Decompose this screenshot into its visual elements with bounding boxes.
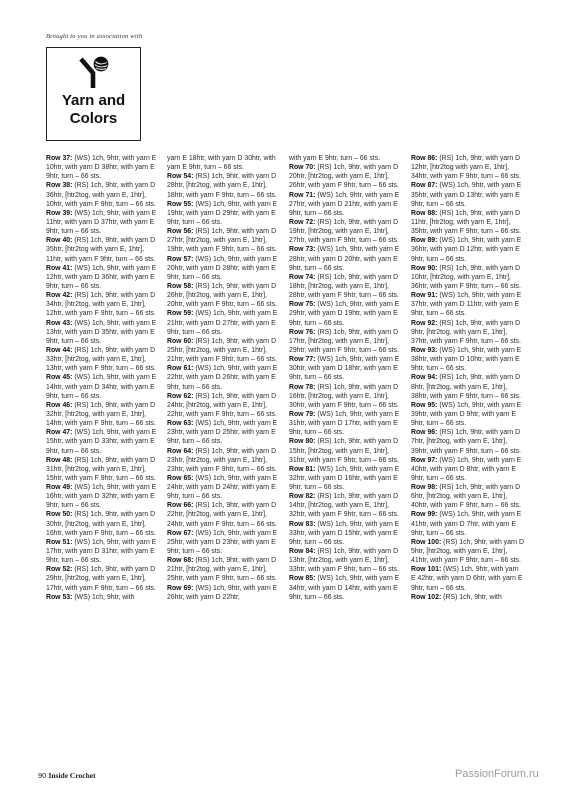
pattern-row (46, 428, 159, 455)
row-text: (WS) 1ch, 9htr, with yarn E 22htr, with yarn D 26htr, with yarn E 9htr, turn – 66 sts. (167, 365, 278, 391)
watermark: PassionForum.ru (455, 768, 539, 780)
row-label: Row 48: (46, 456, 73, 464)
pattern-row (46, 291, 159, 318)
row-label: Row 86: (411, 155, 438, 162)
row-text: (WS) 1ch, 9htr, with (72, 593, 135, 601)
row-text: (WS) 1ch, 9htr, with yarn E 26htr, with yarn D 22htr, (167, 584, 278, 601)
pattern-row (289, 328, 402, 355)
pattern-row (411, 264, 524, 291)
row-text: (WS) 1ch, 9htr, with yarn E 33htr, with yarn D 15htr, with yarn E 9htr, turn – 66 sts. (289, 520, 400, 546)
pattern-row (167, 154, 280, 172)
pattern-row (46, 209, 159, 236)
yarn-ball-logo-icon (77, 56, 111, 90)
pattern-row (411, 346, 524, 373)
row-label: Row 62: (167, 392, 194, 400)
row-label: Row 58: (167, 282, 194, 290)
row-label: Row 78: (289, 383, 316, 391)
row-text: (RS) 1ch, 9htr, with yarn D 30htr, [htr2tog, with yarn E, 1htr], 16htr, with yarn F 9htr, turn – 66 sts. (46, 511, 156, 537)
page-number: 90 (38, 771, 47, 780)
row-label: Row 98: (411, 484, 438, 492)
row-text: (WS) 1ch, 9htr, with yarn E 41htr, with yarn D 7htr, with yarn E 9htr, turn – 66 sts. (411, 511, 522, 537)
row-text: (WS) 1ch, 9htr, with yarn E 32htr, with yarn D 16htr, with yarn E 9htr, turn – 66 sts. (289, 465, 400, 492)
row-text: (RS) 1ch, 9htr, with yarn D 25htr, [htr2tog, with yarn E, 1htr], 21htr, with yarn F 9htr, turn – 66 sts. (167, 337, 277, 364)
row-text: (RS) 1ch, 9htr, with yarn D 35htr, [htr2tog with yarn E, 1htr], 11htr, with yarn F 9htr, turn – 66 sts. (46, 237, 156, 263)
row-text: (RS) 1ch, 9htr, with yarn D 36htr, [htr2tog, with yarn E, 1htr], 10htr, with yarn F 9htr, turn – 66 sts. (46, 182, 156, 208)
row-label: Row 45: (46, 374, 73, 382)
row-label: Row 52: (46, 566, 73, 574)
row-text: (WS) 1ch, 9htr, with yarn E 28htr, with yarn D 20htr, with yarn E 9htr, turn – 66 sts. (289, 246, 400, 272)
pattern-row (46, 319, 159, 346)
row-text: (WS) 1ch, 9htr, with yarn E 12htr, with yarn D 36htr, with yarn E 9htr, turn – 66 sts. (46, 264, 157, 290)
row-label: Row 51: (46, 538, 73, 546)
row-label: Row 53: (46, 593, 73, 601)
pattern-row (46, 456, 159, 483)
row-label: Row 90: (411, 264, 438, 272)
pattern-row (289, 245, 402, 272)
row-text: (WS) 1ch, 9htr, with yarn E 37htr, with yarn D 11htr, with yarn E 9htr, turn – 66 sts. (411, 292, 522, 318)
row-text: (WS) 1ch, 9htr, with yarn E 39htr, with yarn D 9htr, with yarn E 9htr, turn – 66 sts. (411, 401, 522, 428)
row-text: (RS) 1ch, 9htr, with yarn D 15htr, [htr2tog, with yarn E, 1htr], 31htr, with yarn F 9htr, turn – 66 sts. (289, 438, 399, 464)
row-label: Row 97: (411, 456, 438, 464)
row-label: Row 73: (289, 246, 316, 254)
row-text: (RS) 1ch, 9htr, with yarn D 14htr, [htr2tog, with yarn E, 1htr], 32htr, with yarn F 9htr, turn – 66 sts. (289, 493, 399, 519)
logo-text-line2: Colors (69, 110, 118, 127)
row-text: (WS) 1ch, 9htr, with yarn E 24htr, with yarn D 24htr, with yarn E 9htr, turn – 66 sts. (167, 474, 278, 501)
pattern-row (167, 364, 280, 391)
row-label: Row 40: (46, 237, 73, 245)
pattern-row (289, 410, 402, 437)
row-label: Row 61: (167, 365, 194, 373)
pattern-row (289, 154, 402, 163)
row-label: Row 91: (411, 292, 438, 300)
row-label: Row 88: (411, 209, 438, 217)
row-text: (RS) 1ch, 9htr, with yarn D 34htr, [htr2tog, with yarn E, 1htr], 12htr, with yarn F 9htr, turn – 66 sts. (46, 292, 156, 318)
row-text: (RS) 1ch, 9htr, with (441, 593, 502, 601)
row-label: Row 38: (46, 182, 73, 190)
row-label: Row 42: (46, 292, 73, 300)
pattern-row (167, 309, 280, 336)
row-label: Row 101: (411, 566, 442, 574)
row-label: Row 68: (167, 557, 194, 565)
row-label: Row 100: (411, 538, 442, 546)
row-text: with yarn E 9htr, turn – 66 sts. (289, 155, 381, 162)
row-text: (RS) 1ch, 9htr, with yarn D 26htr, [htr2tog, with yarn E, 1htr], 20htr, with yarn F 9htr, turn – 66 sts. (167, 282, 277, 309)
pattern-row (167, 227, 280, 254)
row-label: Row 87: (411, 182, 438, 190)
row-text: (RS) 1ch, 9htr, with yarn D 27htr, [htr2tog, with yarn E, 1htr], 19htr, with yarn F 9htr, turn – 66 sts. (167, 228, 277, 254)
row-text: (RS) 1ch, 9htr, with yarn D 21htr, [htr2tog, with yarn E, 1htr], 25htr, with yarn F 9htr, turn – 66 sts. (167, 557, 277, 583)
pattern-row (411, 401, 524, 428)
row-label: Row 66: (167, 502, 194, 510)
pattern-row (46, 264, 159, 291)
row-text: (RS) 1ch, 9htr, with yarn D 16htr, [htr2tog, with yarn E, 1htr], 30htr, with yarn F 9htr, turn – 66 sts. (289, 383, 399, 409)
row-text: (WS) 1ch, 9htr, with yarn E 14htr, with yarn D 34htr, with yarn E 9htr, turn – 66 sts. (46, 374, 157, 400)
row-label: Row 102: (411, 593, 442, 601)
pattern-row (289, 218, 402, 245)
pattern-row (289, 355, 402, 382)
row-label: Row 47: (46, 429, 73, 437)
pattern-row (411, 456, 524, 483)
row-label: Row 69: (167, 584, 194, 592)
pattern-row (46, 565, 159, 592)
row-label: Row 63: (167, 420, 194, 428)
row-label: Row 84: (289, 548, 316, 556)
row-label: Row 92: (411, 319, 438, 327)
row-label: Row 41: (46, 264, 73, 272)
pattern-row (289, 273, 402, 300)
pattern-row (167, 474, 280, 501)
row-text: (RS) 1ch, 9htr, with yarn D 7htr, [htr2tog, with yarn E, 1htr], 39htr, with yarn F 9htr, turn – 66 sts. (411, 429, 521, 455)
row-label: Row 93: (411, 346, 438, 354)
row-text: (WS) 1ch, 9htr, with yarn E 19htr, with yarn D 29htr, with yarn E 9htr, turn – 66 sts. (167, 200, 278, 226)
logo-text-line1: Yarn and (61, 92, 126, 109)
pattern-row (46, 181, 159, 208)
pattern-row (46, 538, 159, 565)
row-text: yarn E 18htr, with yarn D 30htr, with yarn E 9htr, turn – 66 sts. (167, 155, 276, 172)
row-label: Row 50: (46, 511, 73, 519)
row-label: Row 82: (289, 493, 316, 501)
row-label: Row 49: (46, 484, 73, 492)
row-text: (WS) 1ch, 9htr, with yarn E 25htr, with yarn D 23htr, with yarn E 9htr, turn – 66 sts. (167, 529, 278, 556)
row-text: (WS) 1ch, 9htr, with yarn E 11htr, with yarn D 37htr, with yarn E 9htr, turn – 66 sts. (46, 209, 157, 236)
pattern-row (167, 255, 280, 282)
row-label: Row 95: (411, 401, 438, 409)
row-text: (RS) 1ch, 9htr, with yarn D 32htr, [htr2tog, with yarn E, 1htr], 14htr, with yarn F 9htr, turn – 66 sts. (46, 401, 156, 428)
row-label: Row 89: (411, 237, 438, 245)
row-text: (RS) 1ch, 9htr, with yarn D 22htr, [htr2tog, with yarn E, 1htr], 24htr, with yarn F 9htr, turn – 66 sts. (167, 502, 277, 528)
page-footer (38, 771, 96, 780)
pattern-row (46, 373, 159, 400)
magazine-title: Inside Crochet (48, 771, 96, 780)
pattern-row (167, 392, 280, 419)
row-label: Row 54: (167, 173, 194, 181)
row-label: Row 76: (289, 328, 316, 336)
row-text: (WS) 1ch, 9htr, with yarn E 23htr, with yarn D 25htr, with yarn E 9htr, turn – 66 sts. (167, 420, 278, 446)
pattern-row (411, 538, 524, 565)
row-text: (RS) 1ch, 9htr, with yarn D 13htr, [htr2tog, with yarn E, 1htr], 33htr, with yarn F 9htr, turn – 66 sts. (289, 548, 399, 574)
row-text: (RS) 1ch, 9htr, with yarn D 12htr, [htr2tog with yarn E, 1htr], 34htr, with yarn F 9htr, turn – 66 sts. (411, 155, 521, 181)
row-text: (RS) 1ch, 9htr, with yarn D 18htr, [htr2tog, with yarn E, 1htr], 28htr, with yarn F 9htr, turn – 66 sts. (289, 273, 399, 300)
row-label: Row 75: (289, 301, 316, 309)
row-label: Row 57: (167, 255, 194, 263)
row-text: (WS) 1ch, 9htr, with yarn E 34htr, with yarn D 14htr, with yarn E 9htr, turn – 66 sts. (289, 575, 400, 601)
pattern-row (411, 209, 524, 236)
pattern-row (289, 547, 402, 574)
row-label: Row 56: (167, 228, 194, 236)
row-label: Row 81: (289, 465, 316, 473)
pattern-row (167, 172, 280, 199)
row-text: (RS) 1ch, 9htr, with yarn D 9htr, [htr2tog, with yarn E, 1htr], 37htr, with yarn F 9htr, turn – 66 sts. (411, 319, 521, 345)
row-text: (WS) 1ch, 9htr, with yarn E 30htr, with yarn D 18htr, with yarn E 9htr, turn – 66 sts. (289, 356, 400, 382)
row-text: (RS) 1ch, 9htr, with yarn D 28htr, [htr2tog, with yarn E, 1htr], 18htr, with yarn F 9htr, turn – 66 sts. (167, 173, 277, 199)
row-text: (WS) 1ch, 9htr, with yarn E 38htr, with yarn D 10htr, with yarn E 9htr, turn – 66 sts. (411, 346, 522, 373)
pattern-row (289, 574, 402, 601)
pattern-row (167, 501, 280, 528)
row-text: (WS) 1ch, 9htr, with yarn E 20htr, with yarn D 28htr, with yarn E 9htr, turn – 66 sts. (167, 255, 278, 281)
pattern-row (46, 154, 159, 181)
pattern-row (167, 419, 280, 446)
pattern-row (167, 337, 280, 364)
pattern-row (46, 593, 159, 602)
row-text: (RS) 1ch, 9htr, with yarn D 6htr, [htr2tog, with yarn E, 1htr], 40htr, with yarn F 9htr, turn – 66 sts. (411, 484, 521, 510)
row-label: Row 59: (167, 310, 194, 318)
row-label: Row 44: (46, 346, 73, 354)
pattern-row (289, 465, 402, 492)
pattern-row (46, 510, 159, 537)
row-label: Row 39: (46, 209, 73, 217)
row-label: Row 77: (289, 356, 316, 364)
row-text: (RS) 1ch, 9htr, with yarn D 19htr, [htr2tog, with yarn E, 1htr], 27htr, with yarn F 9htr, turn – 66 sts. (289, 218, 399, 245)
pattern-row (167, 282, 280, 309)
row-label: Row 55: (167, 200, 194, 208)
row-label: Row 79: (289, 410, 316, 418)
pattern-row (411, 373, 524, 400)
row-text: (RS) 1ch, 9htr, with yarn D 5htr, [htr2tog, with yarn E, 1htr], 41htr, with yarn F 9htr, turn – 66 sts. (411, 538, 524, 565)
row-text: (RS) 1ch, 9htr, with yarn D 23htr, [htr2tog, with yarn E, 1htr], 23htr, with yarn F 9htr, turn – 66 sts. (167, 447, 277, 473)
row-text: (RS) 1ch, 9htr, with yarn D 31htr, [htr2tog, with yarn E, 1htr], 15htr, with yarn F 9htr, turn – 66 sts. (46, 456, 156, 482)
row-label: Row 65: (167, 474, 194, 482)
row-label: Row 67: (167, 529, 194, 537)
row-text: (RS) 1ch, 9htr, with yarn D 8htr, [htr2tog, with yarn E, 1htr], 38htr, with yarn F 9htr, turn – 66 sts. (411, 374, 521, 400)
row-label: Row 96: (411, 429, 438, 437)
row-label: Row 99: (411, 511, 438, 519)
row-label: Row 64: (167, 447, 194, 455)
pattern-row (167, 529, 280, 556)
pattern-row (46, 346, 159, 373)
row-text: (WS) 1ch, 9htr, with yarn E 36htr, with yarn D 12htr, with yarn E 9htr, turn – 66 sts. (411, 237, 522, 263)
pattern-row (289, 492, 402, 519)
row-label: Row 70: (289, 164, 316, 172)
pattern-row (167, 447, 280, 474)
brought-caption: Brought to you in association with (46, 33, 143, 40)
row-label: Row 43: (46, 319, 73, 327)
row-label: Row 71: (289, 191, 316, 199)
row-text: (WS) 1ch, 9htr, with yarn E 10htr, with yarn D 38htr, with yarn E 9htr, turn – 66 sts. (46, 155, 157, 181)
row-label: Row 80: (289, 438, 316, 446)
row-text: (WS) 1ch, 9htr, with yarn E 13htr, with yarn D 35htr, with yarn E 9htr, turn – 66 sts. (46, 319, 157, 345)
pattern-row (167, 556, 280, 583)
row-label: Row 83: (289, 520, 316, 528)
row-text: (WS) 1ch, 9htr, with yarn E 17htr, with yarn D 31htr, with yarn E 9htr, turn – 66 sts. (46, 538, 157, 565)
pattern-row (411, 154, 524, 181)
row-text: (RS) 1ch, 9htr, with yarn D 10htr, [htr2tog, with yarn E, 1htr], 36htr, with yarn F 9htr, turn – 66 sts. (411, 264, 521, 290)
pattern-row (411, 291, 524, 318)
row-label: Row 74: (289, 273, 316, 281)
row-text: (RS) 1ch, 9htr, with yarn D 17htr, [htr2tog, with yarn E, 1htr], 29htr, with yarn F 9htr, turn – 66 sts. (289, 328, 399, 354)
row-text: (RS) 1ch, 9htr, with yarn D 11htr, [htr2tog, with yarn E, 1htr], 35htr, with yarn F 9htr, turn – 66 sts. (411, 209, 521, 236)
row-text: (WS) 1ch, 9htr, with yarn E 42htr, with yarn D 6htr, with yarn E 9htr, turn – 66 sts. (411, 566, 523, 592)
pattern-row (411, 319, 524, 346)
pattern-row (411, 565, 524, 592)
pattern-row (289, 520, 402, 547)
pattern-row (411, 428, 524, 455)
pattern-row (289, 163, 402, 190)
pattern-row (46, 483, 159, 510)
row-label: Row 85: (289, 575, 316, 583)
pattern-row (46, 401, 159, 428)
row-text: (WS) 1ch, 9htr, with yarn E 16htr, with yarn D 32htr, with yarn E 9htr, turn – 66 sts. (46, 484, 157, 510)
text-column-4 (411, 154, 524, 602)
pattern-row (289, 437, 402, 464)
row-label: Row 37: (46, 155, 73, 162)
row-label: Row 94: (411, 374, 438, 382)
pattern-row (289, 383, 402, 410)
row-text: (RS) 1ch, 9htr, with yarn D 20htr, [htr2tog, with yarn E, 1htr], 26htr, with yarn F 9htr, turn – 66 sts. (289, 164, 399, 190)
row-text: (RS) 1ch, 9htr, with yarn D 24htr, [htr2tog, with yarn E, 1htr], 22htr, with yarn F 9htr, turn – 66 sts. (167, 392, 277, 418)
pattern-row (411, 181, 524, 208)
pattern-row (411, 510, 524, 537)
row-text: (WS) 1ch, 9htr, with yarn E 40htr, with yarn D 8htr, with yarn E 9htr, turn – 66 sts. (411, 456, 522, 482)
row-text: (WS) 1ch, 9htr, with yarn E 31htr, with yarn D 17htr, with yarn E 9htr, turn – 66 sts. (289, 410, 400, 437)
pattern-row (411, 236, 524, 263)
text-column-1 (46, 154, 159, 602)
pattern-row (46, 236, 159, 263)
pattern-row (411, 483, 524, 510)
pattern-row (167, 200, 280, 227)
pattern-row (289, 191, 402, 218)
row-text: (WS) 1ch, 9htr, with yarn E 35htr, with yarn D 13htr, with yarn E 9htr, turn – 66 sts. (411, 182, 522, 208)
pattern-row (167, 584, 280, 602)
row-label: Row 46: (46, 401, 73, 409)
brand-logo (46, 47, 141, 141)
text-column-3 (289, 154, 402, 602)
row-text: (WS) 1ch, 9htr, with yarn E 21htr, with yarn D 27htr, with yarn E 9htr, turn – 66 sts. (167, 310, 278, 336)
row-label: Row 60: (167, 337, 194, 345)
row-label: Row 72: (289, 218, 316, 226)
row-text: (RS) 1ch, 9htr, with yarn D 33htr, [htr2tog, with yarn E, 1htr], 13htr, with yarn F 9htr, turn – 66 sts. (46, 346, 156, 373)
pattern-row (289, 300, 402, 327)
pattern-row (411, 593, 524, 602)
text-column-2 (167, 154, 280, 602)
row-text: (WS) 1ch, 9htr, with yarn E 29htr, with yarn D 19htr, with yarn E 9htr, turn – 66 sts. (289, 301, 400, 327)
row-text: (RS) 1ch, 9htr, with yarn D 29htr, [htr2tog, with yarn E, 1htr], 17htr, with yarn F 9htr, turn – 66 sts. (46, 566, 156, 592)
row-text: (WS) 1ch, 9htr, with yarn E 27htr, with yarn D 21htr, with yarn E 9htr, turn – 66 sts. (289, 191, 400, 217)
row-text: (WS) 1ch, 9htr, with yarn E 15htr, with yarn D 33htr, with yarn E 9htr, turn – 66 sts. (46, 429, 157, 455)
